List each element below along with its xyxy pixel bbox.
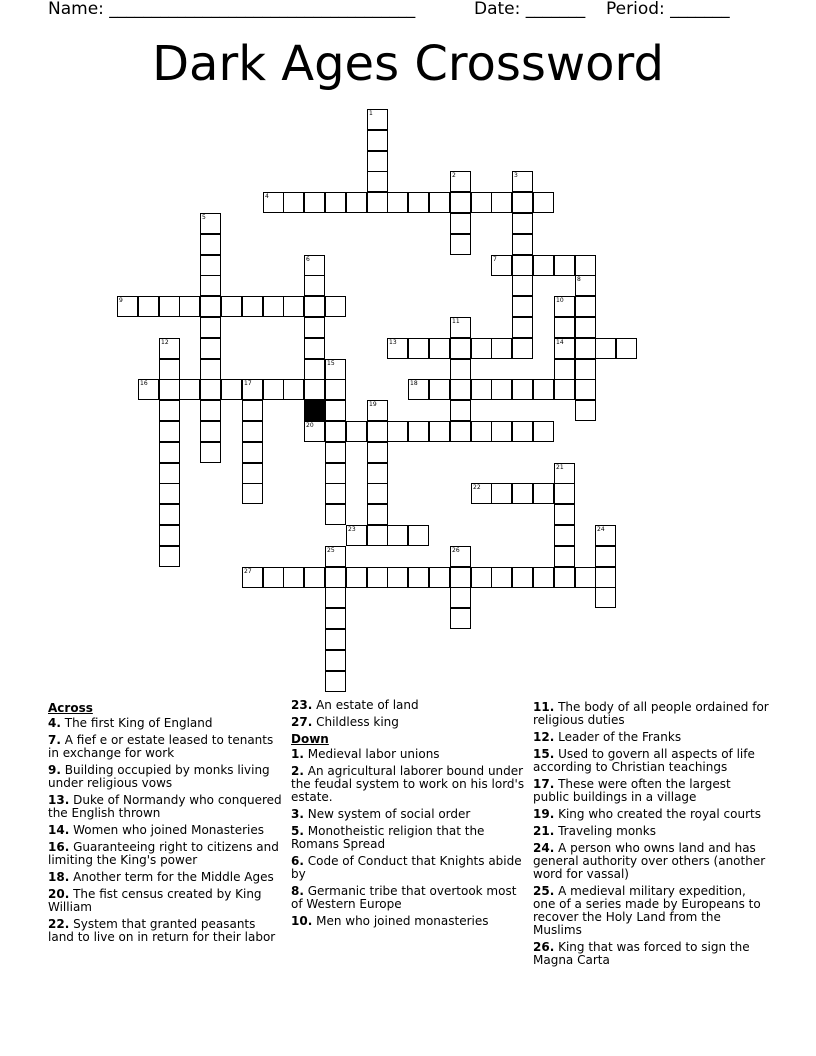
grid-cell[interactable] xyxy=(471,421,492,442)
grid-cell[interactable] xyxy=(346,567,367,588)
grid-cell[interactable] xyxy=(616,338,637,359)
clue-text: A fief e or estate leased to tenants in exchange for work xyxy=(48,733,274,760)
clue-text: Building occupied by monks living under religious vows xyxy=(48,763,270,790)
clue-text: New system of social order xyxy=(307,807,471,821)
clue-number: 2. xyxy=(291,764,304,778)
clue-number: 19. xyxy=(533,807,555,821)
period-field[interactable]: Period: _______ xyxy=(606,0,730,19)
cell-number: 21 xyxy=(556,464,564,471)
across-clue xyxy=(48,794,284,820)
clue-number: 25. xyxy=(533,884,555,898)
grid-cell[interactable] xyxy=(283,296,304,317)
down-clue xyxy=(533,808,769,821)
clue-text: Germanic tribe that overtook most of Western Europe xyxy=(291,884,517,911)
clue-text: Another term for the Middle Ages xyxy=(73,870,274,884)
grid-cell[interactable] xyxy=(429,192,450,213)
grid-cell[interactable] xyxy=(450,567,471,588)
grid-cell[interactable] xyxy=(554,317,575,338)
grid-cell[interactable] xyxy=(575,275,596,296)
grid-cell[interactable] xyxy=(242,400,263,421)
across-clue xyxy=(291,716,527,729)
grid-cell[interactable] xyxy=(491,192,512,213)
grid-cell[interactable] xyxy=(304,255,325,276)
clue-text: The fist census created by King William xyxy=(48,887,262,914)
grid-cell[interactable] xyxy=(367,192,388,213)
grid-cell[interactable] xyxy=(367,130,388,151)
cell-number: 7 xyxy=(493,256,497,263)
clue-text: Traveling monks xyxy=(558,824,656,838)
grid-cell[interactable] xyxy=(512,192,533,213)
grid-cell[interactable] xyxy=(554,338,575,359)
clue-number: 14. xyxy=(48,823,70,837)
across-clue xyxy=(291,699,527,712)
cell-number: 8 xyxy=(577,276,581,283)
grid-cell[interactable] xyxy=(575,338,596,359)
grid-cell[interactable] xyxy=(533,192,554,213)
cell-number: 24 xyxy=(597,526,605,533)
grid-cell[interactable] xyxy=(263,192,284,213)
clue-number: 22. xyxy=(48,917,70,931)
grid-cell[interactable] xyxy=(159,525,180,546)
grid-cell[interactable] xyxy=(408,421,429,442)
clue-number: 7. xyxy=(48,733,61,747)
cell-number: 12 xyxy=(161,339,169,346)
grid-cell[interactable] xyxy=(325,629,346,650)
grid-cell[interactable] xyxy=(554,525,575,546)
clue-number: 13. xyxy=(48,793,70,807)
clue-number: 16. xyxy=(48,840,70,854)
cell-number: 5 xyxy=(202,214,206,221)
across-heading: Across xyxy=(48,701,93,715)
clue-text: An agricultural laborer bound under the feudal system to work on his lord's estate. xyxy=(291,764,525,804)
grid-cell[interactable] xyxy=(221,296,242,317)
grid-cell[interactable] xyxy=(325,442,346,463)
grid-cell[interactable] xyxy=(367,151,388,172)
grid-cell[interactable] xyxy=(200,442,221,463)
grid-cell[interactable] xyxy=(242,567,263,588)
down-clue xyxy=(533,778,769,804)
grid-cell[interactable] xyxy=(554,255,575,276)
down-clue xyxy=(291,855,527,881)
clue-number: 9. xyxy=(48,763,61,777)
grid-cell[interactable] xyxy=(304,567,325,588)
clue-text: Duke of Normandy who conquered the English thrown xyxy=(48,793,282,820)
grid-cell[interactable] xyxy=(263,296,284,317)
grid-cell[interactable] xyxy=(159,546,180,567)
grid-cell[interactable] xyxy=(346,421,367,442)
grid-cell[interactable] xyxy=(304,275,325,296)
clue-text: Women who joined Monasteries xyxy=(73,823,264,837)
down-clue xyxy=(533,941,769,967)
grid-cell[interactable] xyxy=(367,567,388,588)
grid-cell[interactable] xyxy=(304,421,325,442)
grid-cell[interactable] xyxy=(450,546,471,567)
grid-cell[interactable] xyxy=(491,421,512,442)
grid-cell[interactable] xyxy=(367,504,388,525)
cell-number: 15 xyxy=(327,360,335,367)
grid-cell[interactable] xyxy=(325,421,346,442)
clue-text: System that granted peasants land to live on in return for their labor xyxy=(48,917,276,944)
grid-cell[interactable] xyxy=(554,463,575,484)
grid-cell[interactable] xyxy=(387,192,408,213)
grid-cell[interactable] xyxy=(387,525,408,546)
clue-number: 24. xyxy=(533,841,555,855)
down-clue xyxy=(533,748,769,774)
grid-cell[interactable] xyxy=(159,338,180,359)
grid-cell[interactable] xyxy=(200,213,221,234)
cell-number: 9 xyxy=(119,297,123,304)
clue-text: A medieval military expedition, one of a series made by Europeans to recover the Holy Land from the Muslims xyxy=(533,884,761,937)
down-clue xyxy=(533,885,769,937)
grid-cell[interactable] xyxy=(200,379,221,400)
clue-text: Medieval labor unions xyxy=(307,747,440,761)
grid-cell[interactable] xyxy=(512,213,533,234)
grid-cell[interactable] xyxy=(159,483,180,504)
cell-number: 6 xyxy=(306,256,310,263)
clue-text: Monotheistic religion that the Romans Spread xyxy=(291,824,485,851)
grid-cell[interactable] xyxy=(325,650,346,671)
clue-number: 17. xyxy=(533,777,555,791)
grid-cell[interactable] xyxy=(325,483,346,504)
grid-cell[interactable] xyxy=(575,317,596,338)
grid-cell[interactable] xyxy=(429,379,450,400)
clue-number: 3. xyxy=(291,807,304,821)
grid-cell[interactable] xyxy=(575,400,596,421)
across-clue xyxy=(48,824,284,837)
grid-cell[interactable] xyxy=(387,421,408,442)
clue-number: 8. xyxy=(291,884,304,898)
grid-cell[interactable] xyxy=(325,504,346,525)
grid-cell[interactable] xyxy=(325,608,346,629)
clue-text: Leader of the Franks xyxy=(558,730,682,744)
grid-cell[interactable] xyxy=(491,338,512,359)
grid-cell[interactable] xyxy=(304,317,325,338)
clue-text: Guaranteeing right to citizens and limiting the King's power xyxy=(48,840,279,867)
grid-cell[interactable] xyxy=(408,567,429,588)
grid-cell[interactable] xyxy=(367,421,388,442)
grid-cell[interactable] xyxy=(159,421,180,442)
grid-cell[interactable] xyxy=(554,359,575,380)
cell-number: 20 xyxy=(306,422,314,429)
grid-cell[interactable] xyxy=(450,213,471,234)
down-clue xyxy=(291,808,527,821)
grid-cell[interactable] xyxy=(159,504,180,525)
grid-cell[interactable] xyxy=(325,587,346,608)
clue-number: 10. xyxy=(291,914,313,928)
cell-number: 23 xyxy=(348,526,356,533)
clue-text: The first King of England xyxy=(64,716,213,730)
clue-text: Used to govern all aspects of life according to Christian teachings xyxy=(533,747,755,774)
clue-column-1 xyxy=(48,699,284,948)
grid-cell[interactable] xyxy=(304,296,325,317)
black-square xyxy=(304,400,325,421)
grid-cell[interactable] xyxy=(554,504,575,525)
grid-cell[interactable] xyxy=(283,379,304,400)
grid-cell[interactable] xyxy=(325,463,346,484)
grid-cell[interactable] xyxy=(304,338,325,359)
across-clue xyxy=(48,871,284,884)
grid-cell[interactable] xyxy=(512,421,533,442)
grid-cell[interactable] xyxy=(159,442,180,463)
grid-cell[interactable] xyxy=(367,463,388,484)
grid-cell[interactable] xyxy=(242,421,263,442)
grid-cell[interactable] xyxy=(533,255,554,276)
grid-cell[interactable] xyxy=(325,671,346,692)
grid-cell[interactable] xyxy=(450,421,471,442)
grid-cell[interactable] xyxy=(179,379,200,400)
grid-cell[interactable] xyxy=(159,359,180,380)
grid-cell[interactable] xyxy=(200,296,221,317)
clue-text: An estate of land xyxy=(316,698,419,712)
grid-cell[interactable] xyxy=(200,400,221,421)
cell-number: 3 xyxy=(514,172,518,179)
grid-cell[interactable] xyxy=(179,296,200,317)
grid-cell[interactable] xyxy=(512,379,533,400)
grid-cell[interactable] xyxy=(554,567,575,588)
grid-cell[interactable] xyxy=(283,192,304,213)
grid-cell[interactable] xyxy=(200,317,221,338)
grid-cell[interactable] xyxy=(159,296,180,317)
grid-cell[interactable] xyxy=(512,171,533,192)
clue-number: 5. xyxy=(291,824,304,838)
grid-cell[interactable] xyxy=(471,338,492,359)
clue-number: 26. xyxy=(533,940,555,954)
grid-cell[interactable] xyxy=(325,567,346,588)
across-clue xyxy=(48,918,284,944)
grid-cell[interactable] xyxy=(575,296,596,317)
cell-number: 17 xyxy=(244,380,252,387)
clue-number: 6. xyxy=(291,854,304,868)
clue-number: 15. xyxy=(533,747,555,761)
grid-cell[interactable] xyxy=(325,296,346,317)
grid-cell[interactable] xyxy=(575,255,596,276)
clue-text: Code of Conduct that Knights abide by xyxy=(291,854,522,881)
clue-text: Men who joined monasteries xyxy=(316,914,489,928)
grid-cell[interactable] xyxy=(408,192,429,213)
grid-cell[interactable] xyxy=(325,400,346,421)
clue-number: 12. xyxy=(533,730,555,744)
grid-cell[interactable] xyxy=(471,483,492,504)
grid-cell[interactable] xyxy=(533,421,554,442)
date-field[interactable]: Date: _______ xyxy=(474,0,586,19)
grid-cell[interactable] xyxy=(533,483,554,504)
cell-number: 14 xyxy=(556,339,564,346)
clue-column-3 xyxy=(533,699,769,971)
grid-cell[interactable] xyxy=(200,338,221,359)
grid-cell[interactable] xyxy=(367,109,388,130)
grid-cell[interactable] xyxy=(263,379,284,400)
grid-cell[interactable] xyxy=(367,483,388,504)
cell-number: 16 xyxy=(140,380,148,387)
cell-number: 22 xyxy=(473,484,481,491)
down-clue xyxy=(533,731,769,744)
cell-number: 13 xyxy=(389,339,397,346)
grid-cell[interactable] xyxy=(554,546,575,567)
grid-cell[interactable] xyxy=(242,379,263,400)
cell-number: 25 xyxy=(327,547,335,554)
grid-cell[interactable] xyxy=(575,567,596,588)
grid-cell[interactable] xyxy=(367,400,388,421)
clue-text: King that was forced to sign the Magna Carta xyxy=(533,940,750,967)
grid-cell[interactable] xyxy=(367,171,388,192)
grid-cell[interactable] xyxy=(159,463,180,484)
down-clue xyxy=(291,748,527,761)
grid-cell[interactable] xyxy=(512,255,533,276)
across-clue xyxy=(48,734,284,760)
grid-cell[interactable] xyxy=(450,317,471,338)
grid-cell[interactable] xyxy=(595,567,616,588)
grid-cell[interactable] xyxy=(325,546,346,567)
grid-cell[interactable] xyxy=(533,379,554,400)
down-clue xyxy=(291,825,527,851)
grid-cell[interactable] xyxy=(200,255,221,276)
grid-cell[interactable] xyxy=(200,421,221,442)
cell-number: 10 xyxy=(556,297,564,304)
grid-cell[interactable] xyxy=(450,338,471,359)
grid-cell[interactable] xyxy=(408,338,429,359)
grid-cell[interactable] xyxy=(304,192,325,213)
grid-cell[interactable] xyxy=(450,400,471,421)
grid-cell[interactable] xyxy=(575,379,596,400)
grid-cell[interactable] xyxy=(450,608,471,629)
grid-cell[interactable] xyxy=(429,421,450,442)
grid-cell[interactable] xyxy=(471,192,492,213)
grid-cell[interactable] xyxy=(491,379,512,400)
grid-cell[interactable] xyxy=(304,379,325,400)
grid-cell[interactable] xyxy=(595,338,616,359)
grid-cell[interactable] xyxy=(471,567,492,588)
grid-cell[interactable] xyxy=(304,359,325,380)
cell-number: 18 xyxy=(410,380,418,387)
grid-cell[interactable] xyxy=(138,379,159,400)
down-clue xyxy=(533,701,769,727)
clue-number: 1. xyxy=(291,747,304,761)
clue-number: 27. xyxy=(291,715,313,729)
cell-number: 27 xyxy=(244,568,252,575)
down-clue xyxy=(533,842,769,881)
down-heading: Down xyxy=(291,732,329,746)
cell-number: 2 xyxy=(452,172,456,179)
grid-cell[interactable] xyxy=(491,255,512,276)
grid-cell[interactable] xyxy=(595,587,616,608)
down-clue xyxy=(291,765,527,804)
grid-cell[interactable] xyxy=(221,379,242,400)
grid-cell[interactable] xyxy=(408,379,429,400)
grid-cell[interactable] xyxy=(491,567,512,588)
grid-cell[interactable] xyxy=(512,483,533,504)
page-title: Dark Ages Crossword xyxy=(152,36,664,92)
clue-number: 23. xyxy=(291,698,313,712)
cell-number: 1 xyxy=(369,110,373,117)
grid-cell[interactable] xyxy=(533,567,554,588)
across-clue xyxy=(48,841,284,867)
cell-number: 19 xyxy=(369,401,377,408)
grid-cell[interactable] xyxy=(512,234,533,255)
grid-cell[interactable] xyxy=(325,359,346,380)
grid-cell[interactable] xyxy=(450,171,471,192)
down-clue xyxy=(291,885,527,911)
grid-cell[interactable] xyxy=(491,483,512,504)
grid-cell[interactable] xyxy=(117,296,138,317)
down-clue xyxy=(291,915,527,928)
grid-cell[interactable] xyxy=(200,359,221,380)
grid-cell[interactable] xyxy=(595,525,616,546)
across-clue xyxy=(48,888,284,914)
grid-cell[interactable] xyxy=(512,338,533,359)
across-clue xyxy=(48,764,284,790)
grid-cell[interactable] xyxy=(242,442,263,463)
clue-text: King who created the royal courts xyxy=(558,807,761,821)
grid-cell[interactable] xyxy=(159,379,180,400)
clue-number: 21. xyxy=(533,824,555,838)
grid-cell[interactable] xyxy=(471,379,492,400)
grid-cell[interactable] xyxy=(595,546,616,567)
name-field[interactable]: Name: ____________________________________ xyxy=(48,0,416,19)
grid-cell[interactable] xyxy=(263,567,284,588)
grid-cell[interactable] xyxy=(554,483,575,504)
cell-number: 4 xyxy=(265,193,269,200)
grid-cell[interactable] xyxy=(512,275,533,296)
grid-cell[interactable] xyxy=(242,483,263,504)
grid-cell[interactable] xyxy=(200,275,221,296)
cell-number: 11 xyxy=(452,318,460,325)
grid-cell[interactable] xyxy=(325,379,346,400)
grid-cell[interactable] xyxy=(512,296,533,317)
clue-number: 20. xyxy=(48,887,70,901)
grid-cell[interactable] xyxy=(554,296,575,317)
grid-cell[interactable] xyxy=(575,359,596,380)
clue-number: 11. xyxy=(533,700,555,714)
grid-cell[interactable] xyxy=(450,192,471,213)
grid-cell[interactable] xyxy=(554,379,575,400)
grid-cell[interactable] xyxy=(367,442,388,463)
clue-column-2 xyxy=(291,699,527,932)
clue-text: The body of all people ordained for religious duties xyxy=(533,700,769,727)
grid-cell[interactable] xyxy=(367,525,388,546)
grid-cell[interactable] xyxy=(325,192,346,213)
grid-cell[interactable] xyxy=(138,296,159,317)
grid-cell[interactable] xyxy=(512,317,533,338)
grid-cell[interactable] xyxy=(387,567,408,588)
grid-cell[interactable] xyxy=(283,567,304,588)
grid-cell[interactable] xyxy=(450,587,471,608)
grid-cell[interactable] xyxy=(408,525,429,546)
down-clue xyxy=(533,825,769,838)
grid-cell[interactable] xyxy=(450,234,471,255)
grid-cell[interactable] xyxy=(450,359,471,380)
grid-cell[interactable] xyxy=(387,338,408,359)
grid-cell[interactable] xyxy=(346,525,367,546)
cell-number: 26 xyxy=(452,547,460,554)
clue-text: These were often the largest public buildings in a village xyxy=(533,777,731,804)
clue-number: 4. xyxy=(48,716,61,730)
clue-number: 18. xyxy=(48,870,70,884)
clue-text: A person who owns land and has general authority over others (another word for vassal) xyxy=(533,841,766,881)
grid-cell[interactable] xyxy=(429,567,450,588)
grid-cell[interactable] xyxy=(200,234,221,255)
grid-cell[interactable] xyxy=(242,463,263,484)
grid-cell[interactable] xyxy=(512,567,533,588)
grid-cell[interactable] xyxy=(242,296,263,317)
grid-cell[interactable] xyxy=(159,400,180,421)
grid-cell[interactable] xyxy=(429,338,450,359)
grid-cell[interactable] xyxy=(450,379,471,400)
across-clue xyxy=(48,717,284,730)
clue-text: Childless king xyxy=(316,715,399,729)
grid-cell[interactable] xyxy=(346,192,367,213)
